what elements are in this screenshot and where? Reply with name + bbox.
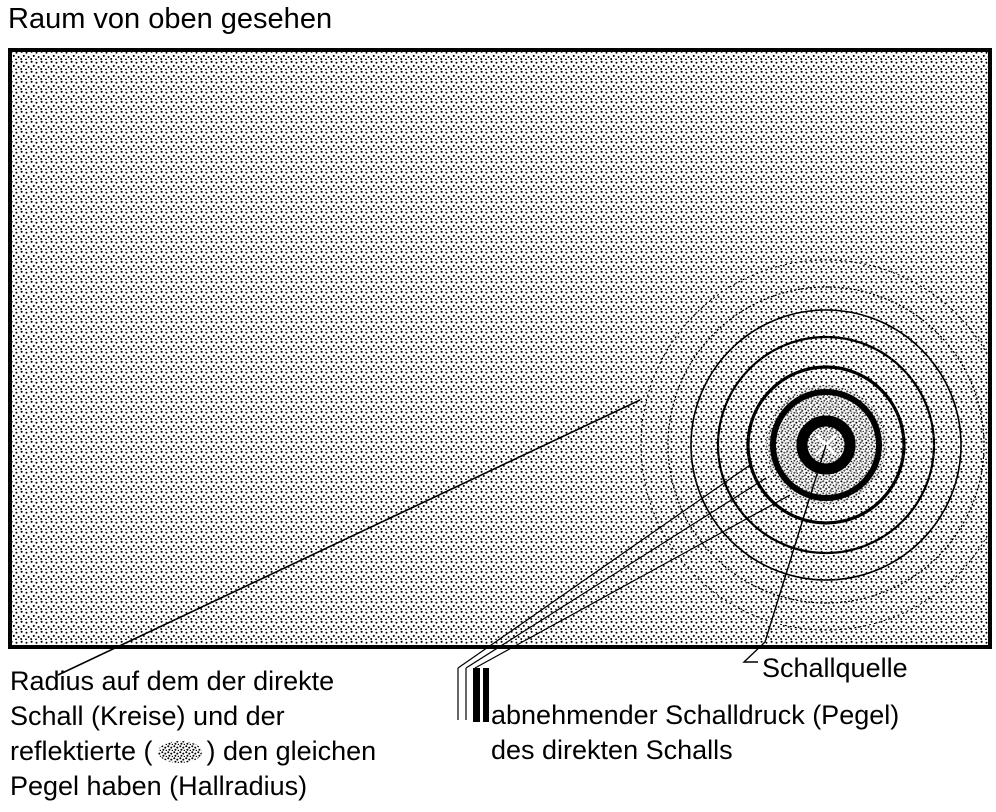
hallradius-line-2: Schall (Kreise) und der: [10, 701, 285, 731]
hallradius-line-4: Pegel haben (Hallradius): [10, 771, 308, 801]
room-area: [10, 50, 990, 647]
sound-source-label: Schallquelle: [762, 653, 908, 683]
hallradius-label: [10, 664, 376, 804]
pressure-decrease-label: [491, 698, 899, 768]
hallradius-line-1: Radius auf dem der direkte: [10, 666, 335, 696]
hallradius-line-3-after: ) den gleichen: [206, 736, 377, 766]
pressure-decrease-line-1: abnehmender Schalldruck (Pegel): [491, 700, 900, 730]
stippled-blob-icon: [155, 739, 205, 765]
hallradius-line-3: [10, 734, 376, 769]
pressure-legend-bars: [473, 668, 489, 722]
page-title: Raum von oben gesehen: [8, 3, 333, 35]
pressure-decrease-line-2: des direkten Schalls: [491, 735, 733, 765]
hallradius-line-3-before: reflektierte (: [10, 736, 153, 766]
